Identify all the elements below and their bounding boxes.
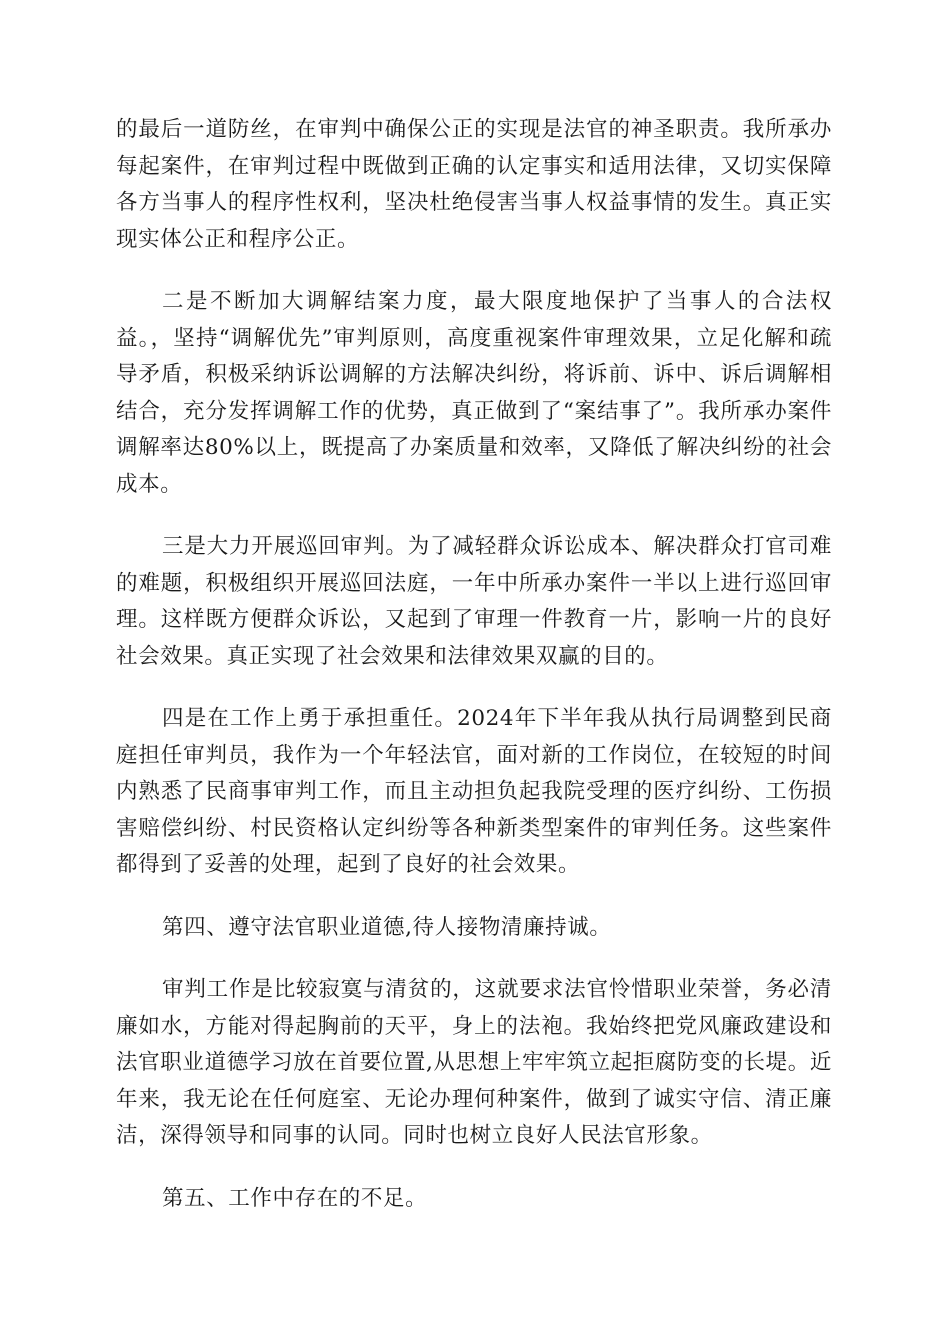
paragraph-continuation: 的最后一道防丝，在审判中确保公正的实现是法官的神圣职责。我所承办每起案件，在审判过程中既做到正确的认定事实和适用法律，又切实保障各方当事人的程序性权利，坚决杜绝侵害当事人权益事情的发生。真正实现实体公正和程序公正。 <box>116 117 832 252</box>
document-body <box>116 112 832 1243</box>
paragraph-mediation: 二是不断加大调解结案力度，最大限度地保护了当事人的合法权益。，坚持“调解优先”审判原则，高度重视案件审理效果，立足化解和疏导矛盾，积极采纳诉讼调解的方法解决纠纷，将诉前、诉中、诉后调解相结合，充分发挥调解工作的优势，真正做到了“案结事了”。我所承办案件调解率达80%以上，既提高了办案质量和效率，又降低了解决纠纷的社会成本。 <box>116 289 832 497</box>
paragraph-circuit-trial: 三是大力开展巡回审判。为了减轻群众诉讼成本、解决群众打官司难的难题，积极组织开展巡回法庭，一年中所承办案件一半以上进行巡回审理。这样既方便群众诉讼，又起到了审理一件教育一片，影响一片的良好社会效果。真正实现了社会效果和法律效果双赢的目的。 <box>116 534 832 669</box>
section-heading-shortcomings: 第五、工作中存在的不足。 <box>162 1185 428 1211</box>
paragraph-ethics: 审判工作是比较寂寞与清贫的，这就要求法官怜惜职业荣誉，务必清廉如水，方能对得起胸前的天平，身上的法袍。我始终把党风廉政建设和法官职业道德学习放在首要位置,从思想上牢牢筑立起拒腐防变的长堤。近年来，我无论在任何庭室、无论办理何种案件，做到了诚实守信、清正廉洁，深得领导和同事的认同。同时也树立良好人民法官形象。 <box>116 977 832 1148</box>
paragraph-responsibility: 四是在工作上勇于承担重任。2024年下半年我从执行局调整到民商庭担任审判员，我作为一个年轻法官，面对新的工作岗位，在较短的时间内熟悉了民商事审判工作，而且主动担负起我院受理的医疗纠纷、工伤损害赔偿纠纷、村民资格认定纠纷等各种新类型案件的审判任务。这些案件都得到了妥善的处理，起到了良好的社会效果。 <box>116 706 832 877</box>
section-heading-ethics: 第四、遵守法官职业道德,待人接物清廉持诚。 <box>162 914 612 940</box>
